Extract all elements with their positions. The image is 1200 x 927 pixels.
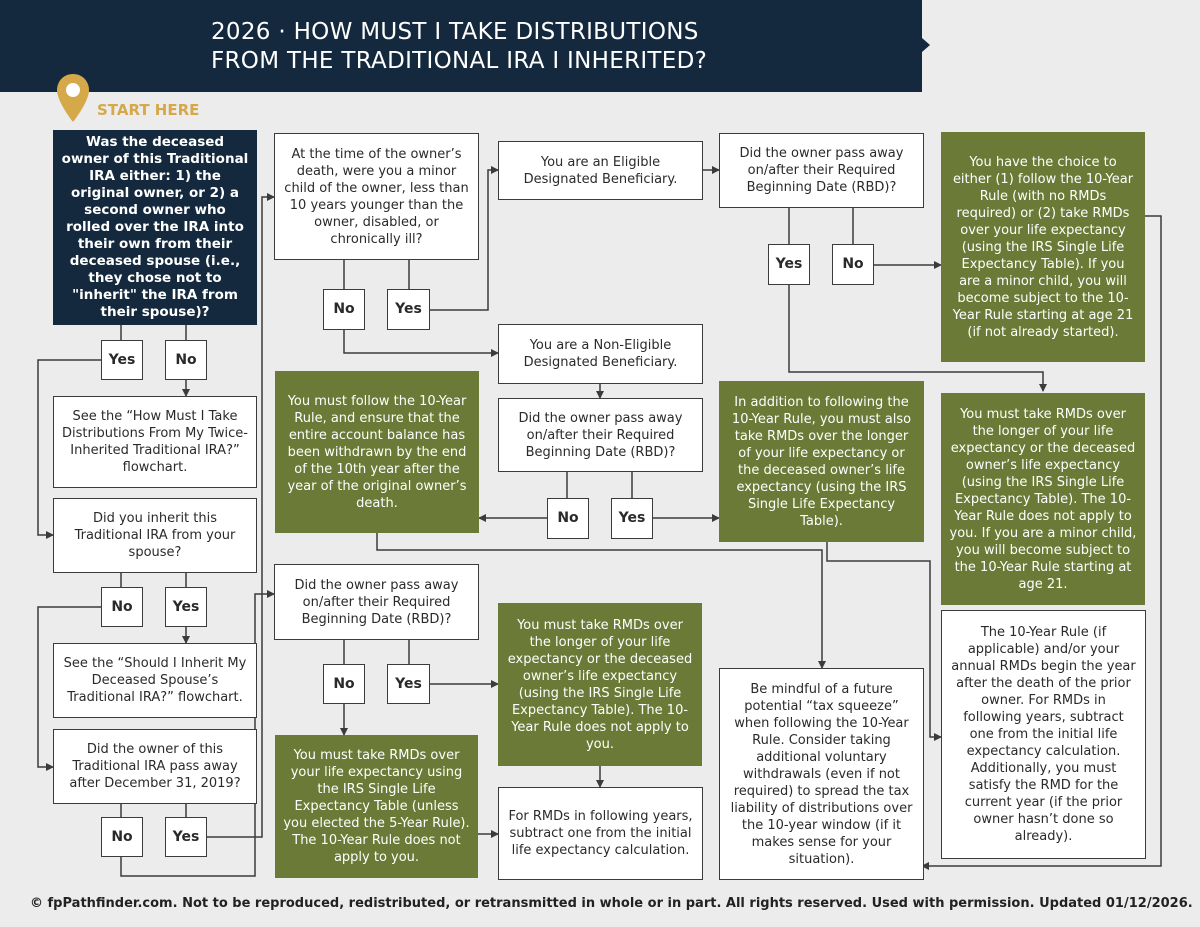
- start-here-label: START HERE: [97, 101, 200, 119]
- question-inherit-from-spouse: Did you inherit this Traditional IRA from your spouse?: [53, 498, 257, 573]
- rmds-longer-pre-2020-result: You must take RMDs over the longer of your life expectancy or the deceased owner’s life expectancy (using the IRS Single Life Expectancy Table). The 10-Year Rule does not apply to you.: [498, 603, 702, 766]
- original-owner-no-button[interactable]: No: [165, 340, 207, 380]
- question-rbd-pre-2020: Did the owner pass away on/after their Required Beginning Date (RBD)?: [274, 564, 479, 640]
- see-twice-inherited-flowchart: See the “How Must I Take Distributions From My Twice-Inherited Traditional IRA?” flowchart.: [53, 396, 257, 488]
- begin-year-note: The 10-Year Rule (if applicable) and/or your annual RMDs begin the year after the death of the prior owner. For RMDs in following years, subtract one from the initial life expectancy calculation. Additionally, you must satisfy the RMD for the current year (if the prior owner hasn’t done so already).: [941, 610, 1146, 859]
- question-rbd-nedb: Did the owner pass away on/after their Required Beginning Date (RBD)?: [498, 398, 703, 472]
- rmds-own-life-expectancy-result: You must take RMDs over your life expectancy using the IRS Single Life Expectancy Table (unless you elected the 5-Year Rule). The 10-Year Rule does not apply to you.: [275, 735, 478, 878]
- see-should-inherit-flowchart: See the “Should I Inherit My Deceased Spouse’s Traditional IRA?” flowchart.: [53, 643, 257, 718]
- question-original-owner: Was the deceased owner of this Traditional IRA either: 1) the original owner, or 2) a second owner who rolled over the IRA into their own from their deceased spouse (i.e., they chose not to "inherit" the IRA from their spouse)?: [53, 130, 257, 325]
- subtract-one-note: For RMDs in following years, subtract one from the initial life expectancy calculation.: [498, 787, 703, 880]
- question-died-after-2019: Did the owner of this Traditional IRA pass away after December 31, 2019?: [53, 729, 257, 804]
- pre2020-rbd-no-button[interactable]: No: [323, 664, 365, 704]
- rmds-longer-edb-result: You must take RMDs over the longer of your life expectancy or the deceased owner’s life expectancy (using the IRS Single Life Expectancy Table). The 10-Year Rule does not apply to you. If you are a minor child, you will become subject to the 10-Year Rule starting at age 21.: [941, 393, 1145, 605]
- original-owner-yes-button[interactable]: Yes: [101, 340, 143, 380]
- after-2019-no-button[interactable]: No: [101, 817, 143, 857]
- question-rbd-edb: Did the owner pass away on/after their Required Beginning Date (RBD)?: [719, 133, 924, 208]
- pre2020-rbd-yes-button[interactable]: Yes: [387, 664, 430, 704]
- ten-year-plus-rmds-result: In addition to following the 10-Year Rule, you must also take RMDs over the longer of your life expectancy or the deceased owner’s life expectancy (using the IRS Single Life Expectancy Table).: [719, 381, 924, 542]
- edb-rbd-no-button[interactable]: No: [832, 244, 874, 285]
- copyright-footer: © fpPathfinder.com. Not to be reproduced, redistributed, or retransmitted in whole or in part. All rights reserved. Used with permission. Updated 01/12/2026.: [30, 896, 1193, 911]
- inherit-spouse-yes-button[interactable]: Yes: [165, 587, 207, 627]
- minor-child-no-button[interactable]: No: [323, 289, 365, 330]
- title-line-2: FROM THE TRADITIONAL IRA I INHERITED?: [211, 48, 708, 74]
- after-2019-yes-button[interactable]: Yes: [165, 817, 207, 857]
- nedb-rbd-no-button[interactable]: No: [547, 498, 589, 539]
- tax-squeeze-note: Be mindful of a future potential “tax squeeze” when following the 10-Year Rule. Consider taking additional voluntary withdrawals (even if not required) to spread the tax liability of distributions over the 10-year window (if it makes sense for your situation).: [719, 668, 924, 880]
- eligible-designated-beneficiary: You are an Eligible Designated Beneficiary.: [498, 141, 703, 200]
- question-eligible-beneficiary: At the time of the owner’s death, were you a minor child of the owner, less than 10 years younger than the owner, disabled, or chronically ill?: [274, 133, 479, 260]
- minor-child-yes-button[interactable]: Yes: [387, 289, 430, 330]
- inherit-spouse-no-button[interactable]: No: [101, 587, 143, 627]
- title-line-1: 2026 · HOW MUST I TAKE DISTRIBUTIONS: [211, 19, 699, 45]
- nedb-rbd-yes-button[interactable]: Yes: [611, 498, 653, 539]
- non-eligible-designated-beneficiary: You are a Non-Eligible Designated Beneficiary.: [498, 324, 703, 384]
- choice-result: You have the choice to either (1) follow the 10-Year Rule (with no RMDs required) or (2) take RMDs over your life expectancy (using the IRS Single Life Expectancy Table). If you are a minor child, you will become subject to the 10-Year Rule starting at age 21 (if not already started).: [941, 132, 1145, 362]
- edb-rbd-yes-button[interactable]: Yes: [768, 244, 810, 285]
- ten-year-rule-result: You must follow the 10-Year Rule, and ensure that the entire account balance has been withdrawn by the end of the 10th year after the year of the original owner’s death.: [275, 371, 479, 533]
